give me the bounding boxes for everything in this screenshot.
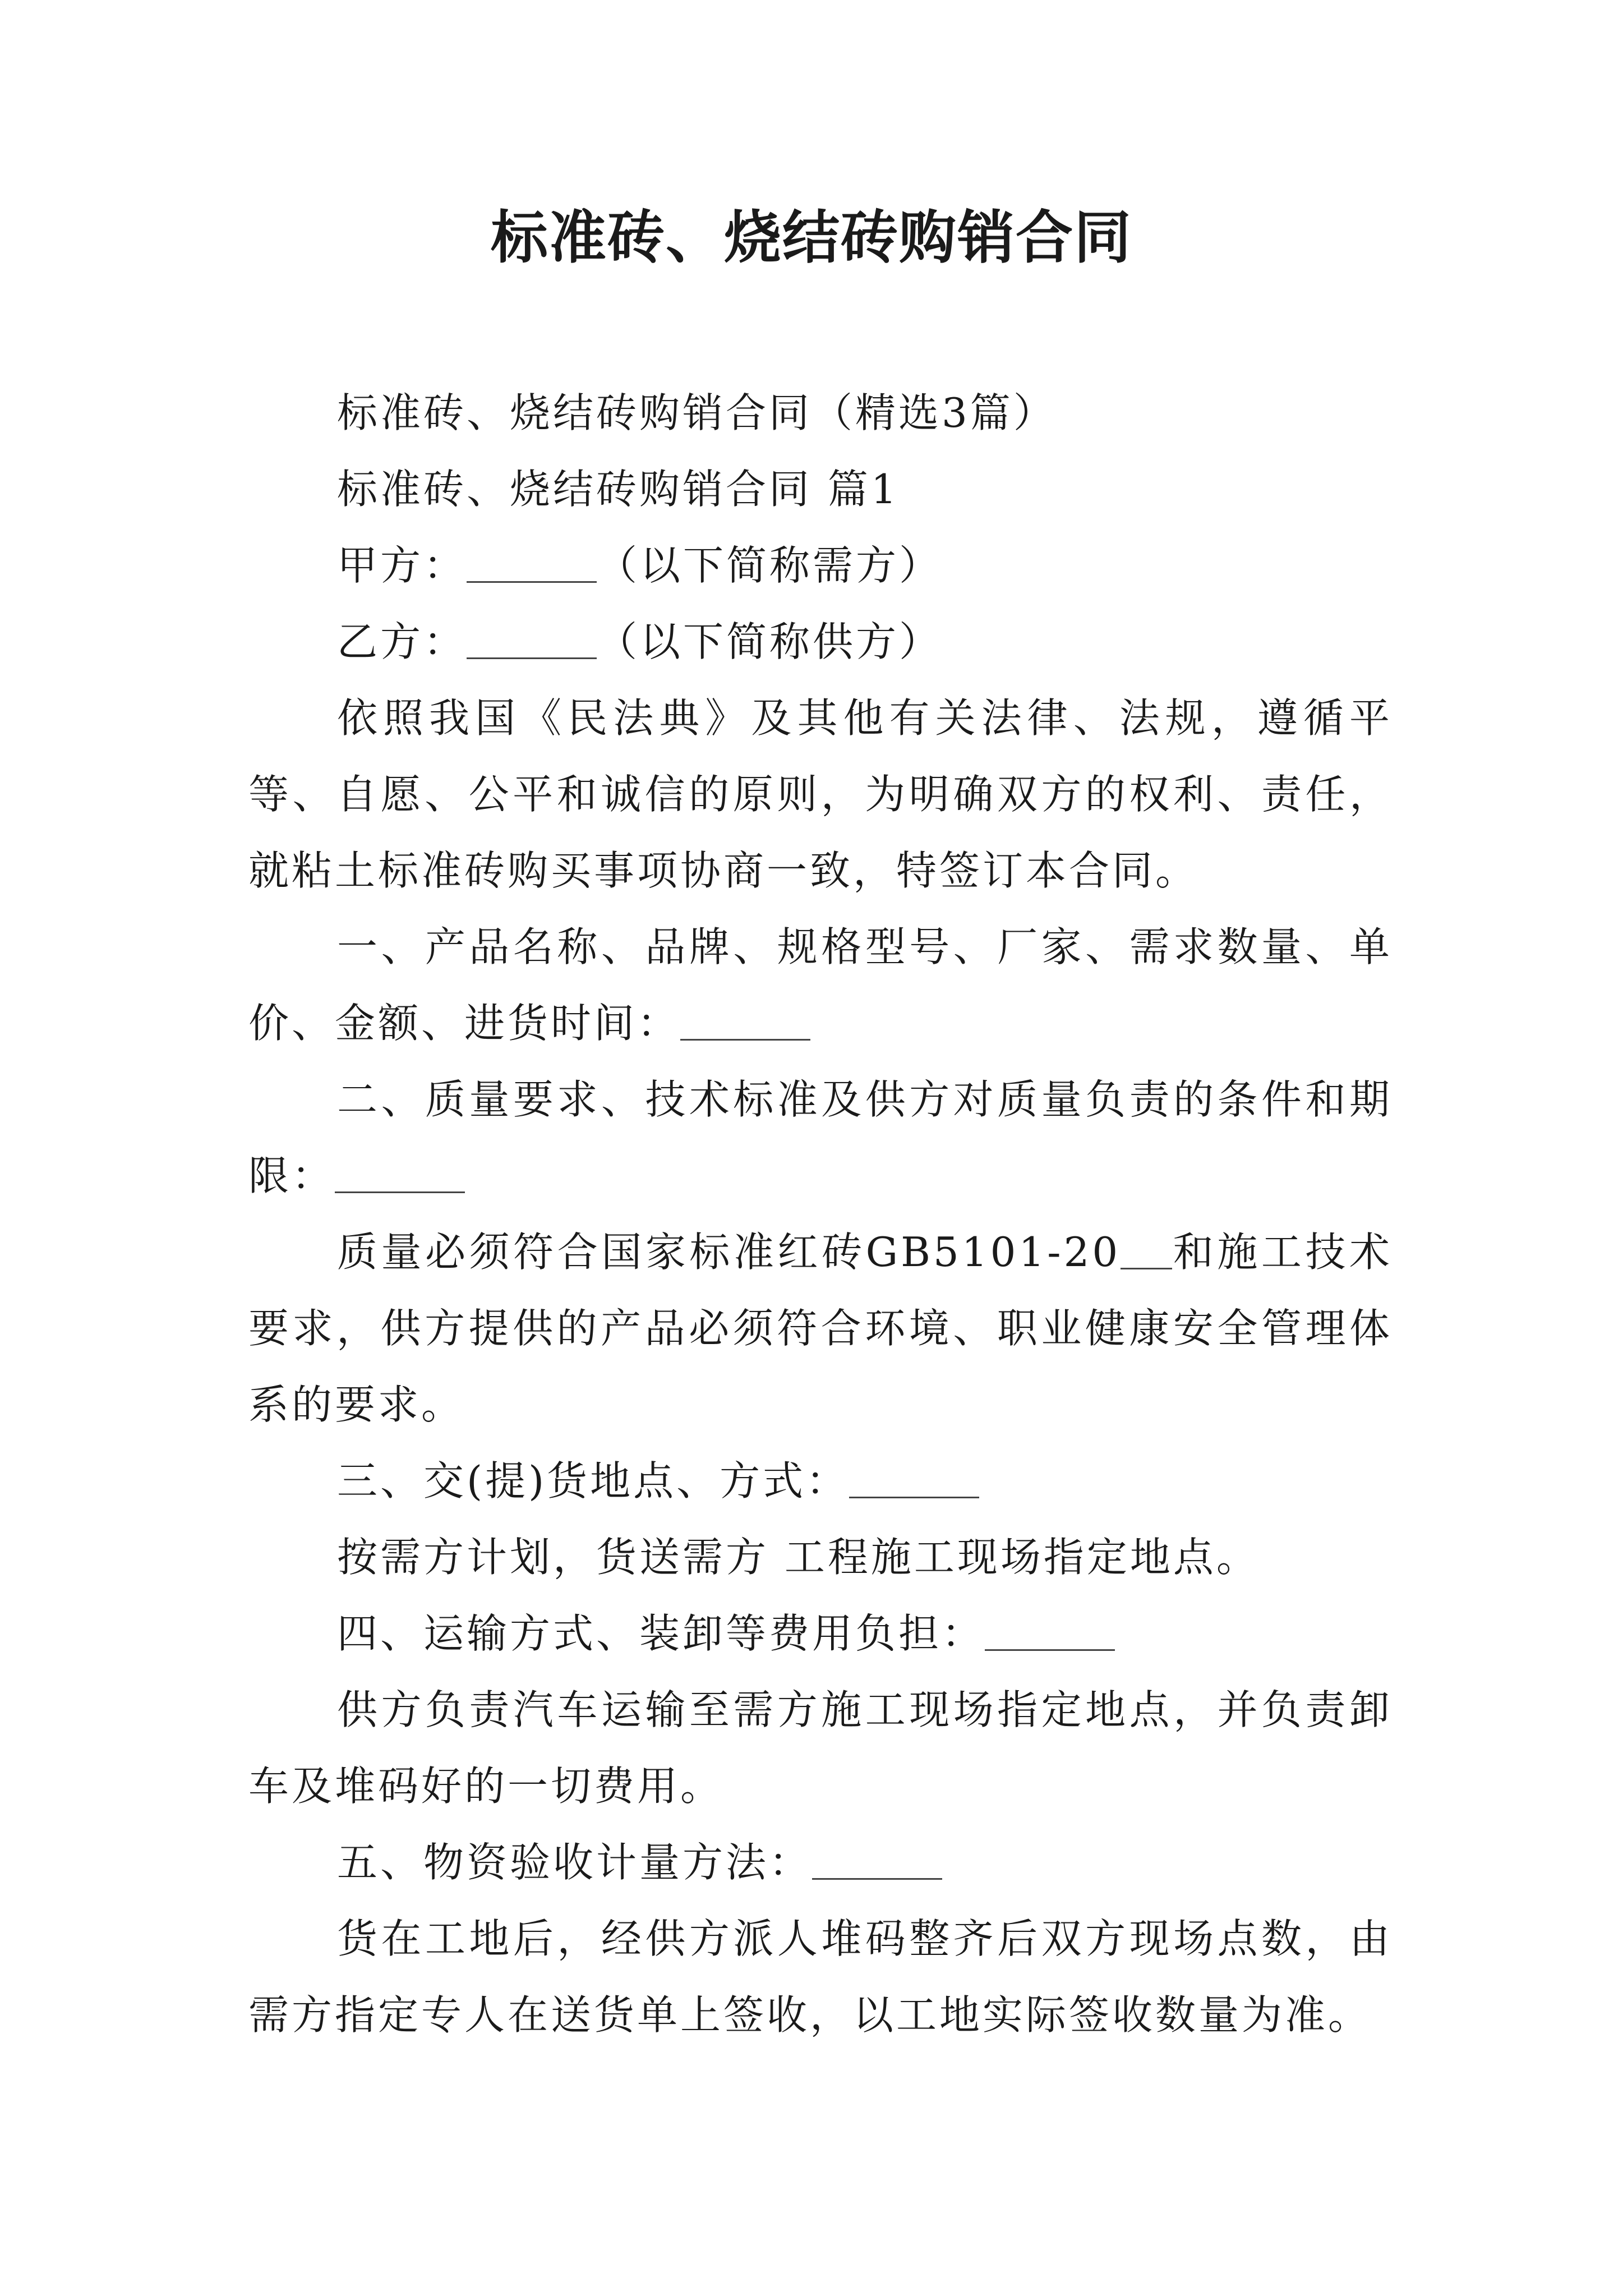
clause-3-heading: 三、交(提)货地点、方式： bbox=[337, 1457, 850, 1504]
clause-3-text: 按需方计划，货送需方 工程施工现场指定地点。 bbox=[337, 1534, 1260, 1581]
clause-1-heading: 一、产品名称、品牌、规格型号、厂家、需求数量、单价、金额、进货时间： bbox=[248, 923, 1393, 1047]
clause-5-heading: 五、物资验收计量方法： bbox=[337, 1839, 813, 1886]
party-b-note: （以下简称供方） bbox=[597, 618, 943, 665]
clause-4 bbox=[248, 1595, 1393, 1672]
clause-2-text-after: 和施工技术要求，供方提供的产品必须符合环境、职业健康安全管理体系的要求。 bbox=[248, 1228, 1393, 1428]
clause-2-heading: 二、质量要求、技术标准及供方对质量负责的条件和期限： bbox=[248, 1076, 1393, 1199]
clause-5-text: 货在工地后，经供方派人堆码整齐后双方现场点数，由需方指定专人在送货单上签收，以工地实际签收数量为准。 bbox=[248, 1915, 1393, 2039]
intro-paragraph: 依照我国《民法典》及其他有关法律、法规，遵循平等、自愿、公平和诚信的原则，为明确双方的权利、责任，就粘土标准砖购买事项协商一致，特签订本合同。 bbox=[248, 694, 1393, 894]
clause-5 bbox=[248, 1824, 1393, 1901]
party-a-label: 甲方： bbox=[337, 542, 467, 589]
party-b-label: 乙方： bbox=[337, 618, 467, 665]
party-b-blank bbox=[467, 624, 597, 659]
clause-4-heading: 四、运输方式、装卸等费用负担： bbox=[337, 1610, 985, 1657]
clause-4-text: 供方负责汽车运输至需方施工现场指定地点，并负责卸车及堆码好的一切费用。 bbox=[248, 1686, 1393, 1810]
party-b-line bbox=[248, 604, 1393, 680]
clause-3 bbox=[248, 1443, 1393, 1519]
party-a-note: （以下简称需方） bbox=[597, 542, 943, 589]
year-blank bbox=[1121, 1234, 1172, 1269]
clause-1-blank bbox=[680, 1005, 810, 1041]
party-a-blank bbox=[467, 547, 597, 583]
clause-3-blank bbox=[849, 1463, 979, 1498]
clause-4-blank bbox=[985, 1616, 1115, 1651]
clause-5-blank bbox=[812, 1844, 942, 1880]
party-a-line bbox=[248, 527, 1393, 604]
part-heading: 标准砖、烧结砖购销合同 篇1 bbox=[337, 466, 900, 513]
document-body bbox=[248, 375, 1393, 2053]
clause-2-text-before: 质量必须符合国家标准红砖GB5101-20 bbox=[337, 1228, 1121, 1276]
collection-subtitle: 标准砖、烧结砖购销合同（精选3篇） bbox=[337, 389, 1057, 436]
document-title: 标准砖、烧结砖购销合同 bbox=[491, 205, 1132, 272]
clause-1 bbox=[248, 909, 1393, 1061]
clause-2 bbox=[248, 1061, 1393, 1214]
clause-2-blank bbox=[335, 1158, 465, 1193]
clause-2-text bbox=[248, 1214, 1393, 1443]
